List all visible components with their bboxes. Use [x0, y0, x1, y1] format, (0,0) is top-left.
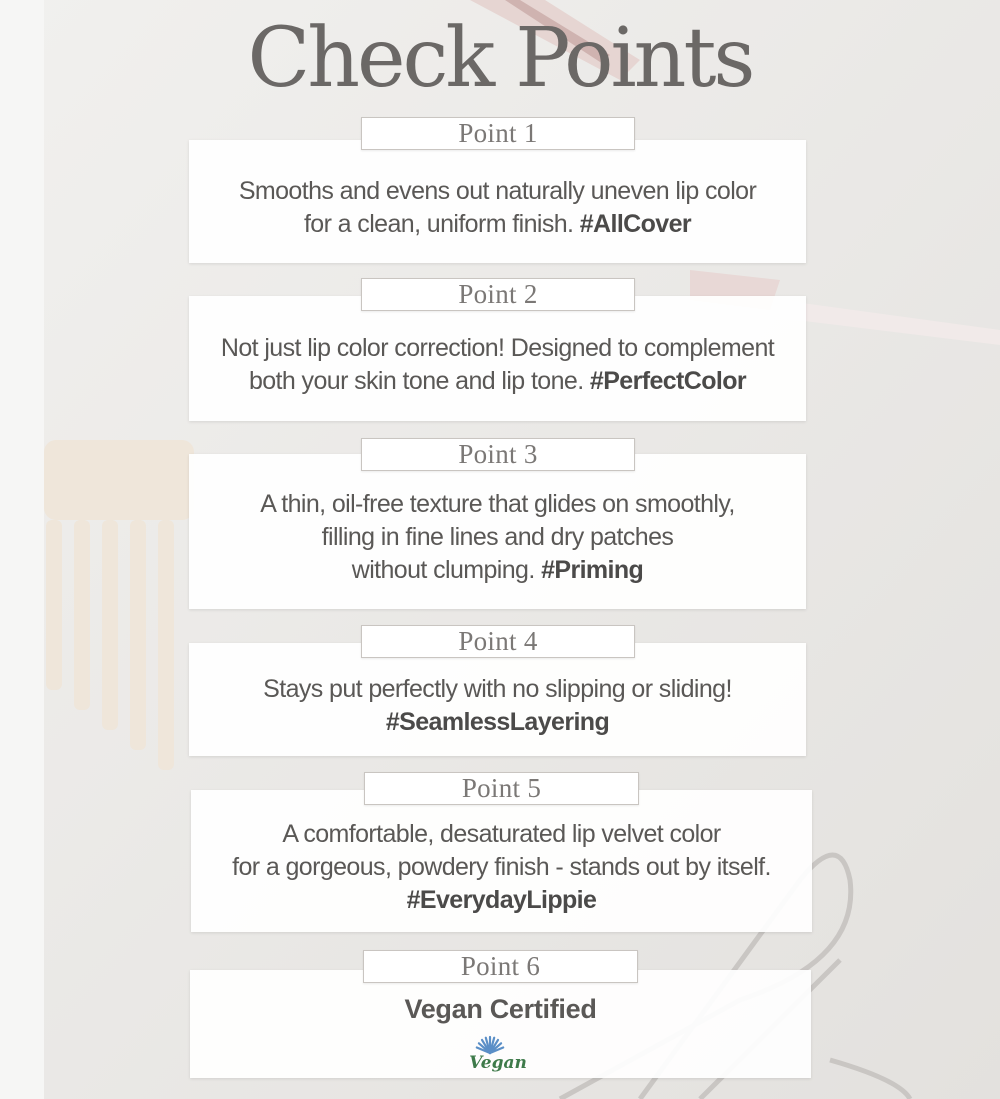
point-card-1	[189, 140, 806, 263]
point-description: Not just lip color correction! Designed to complement both your skin tone and lip tone. #PerfectColor	[220, 333, 775, 395]
point-description: Stays put perfectly with no slipping or sliding! #SeamlessLayering	[263, 674, 732, 736]
point-label-4: Point 4	[361, 625, 635, 658]
page-title: Check Points	[247, 11, 753, 106]
vegan-logo-text: Vegan	[468, 1053, 527, 1073]
vegan-logo-icon	[468, 1031, 534, 1075]
point-label-5: Point 5	[364, 772, 639, 805]
point-card-3	[189, 454, 806, 609]
hashtag: #Priming	[541, 556, 644, 584]
hashtag: #SeamlessLayering	[385, 707, 610, 736]
point-card-5	[191, 790, 812, 932]
point-label-6: Point 6	[363, 950, 638, 983]
point-card-2	[189, 296, 806, 421]
point-description: Smooths and evens out naturally uneven lip color for a clean, uniform finish. #AllCover	[238, 176, 757, 238]
point-description: A thin, oil-free texture that glides on smoothly, filling in fine lines and dry patches without clumping. #Priming	[260, 490, 735, 584]
hashtag: #PerfectColor	[589, 366, 747, 395]
hashtag: #EverydayLippie	[406, 885, 597, 914]
point-description: A comfortable, desaturated lip velvet color for a gorgeous, powdery finish - stands out by itself. #EverydayLippie	[232, 819, 771, 914]
point-card-4	[189, 643, 806, 756]
point-label-1: Point 1	[361, 117, 635, 150]
vegan-certified-heading: Vegan Certified	[404, 994, 597, 1024]
hashtag: #AllCover	[579, 209, 692, 238]
point-card-6	[190, 970, 811, 1078]
point-label-2: Point 2	[361, 278, 635, 311]
point-label-3: Point 3	[361, 438, 635, 471]
